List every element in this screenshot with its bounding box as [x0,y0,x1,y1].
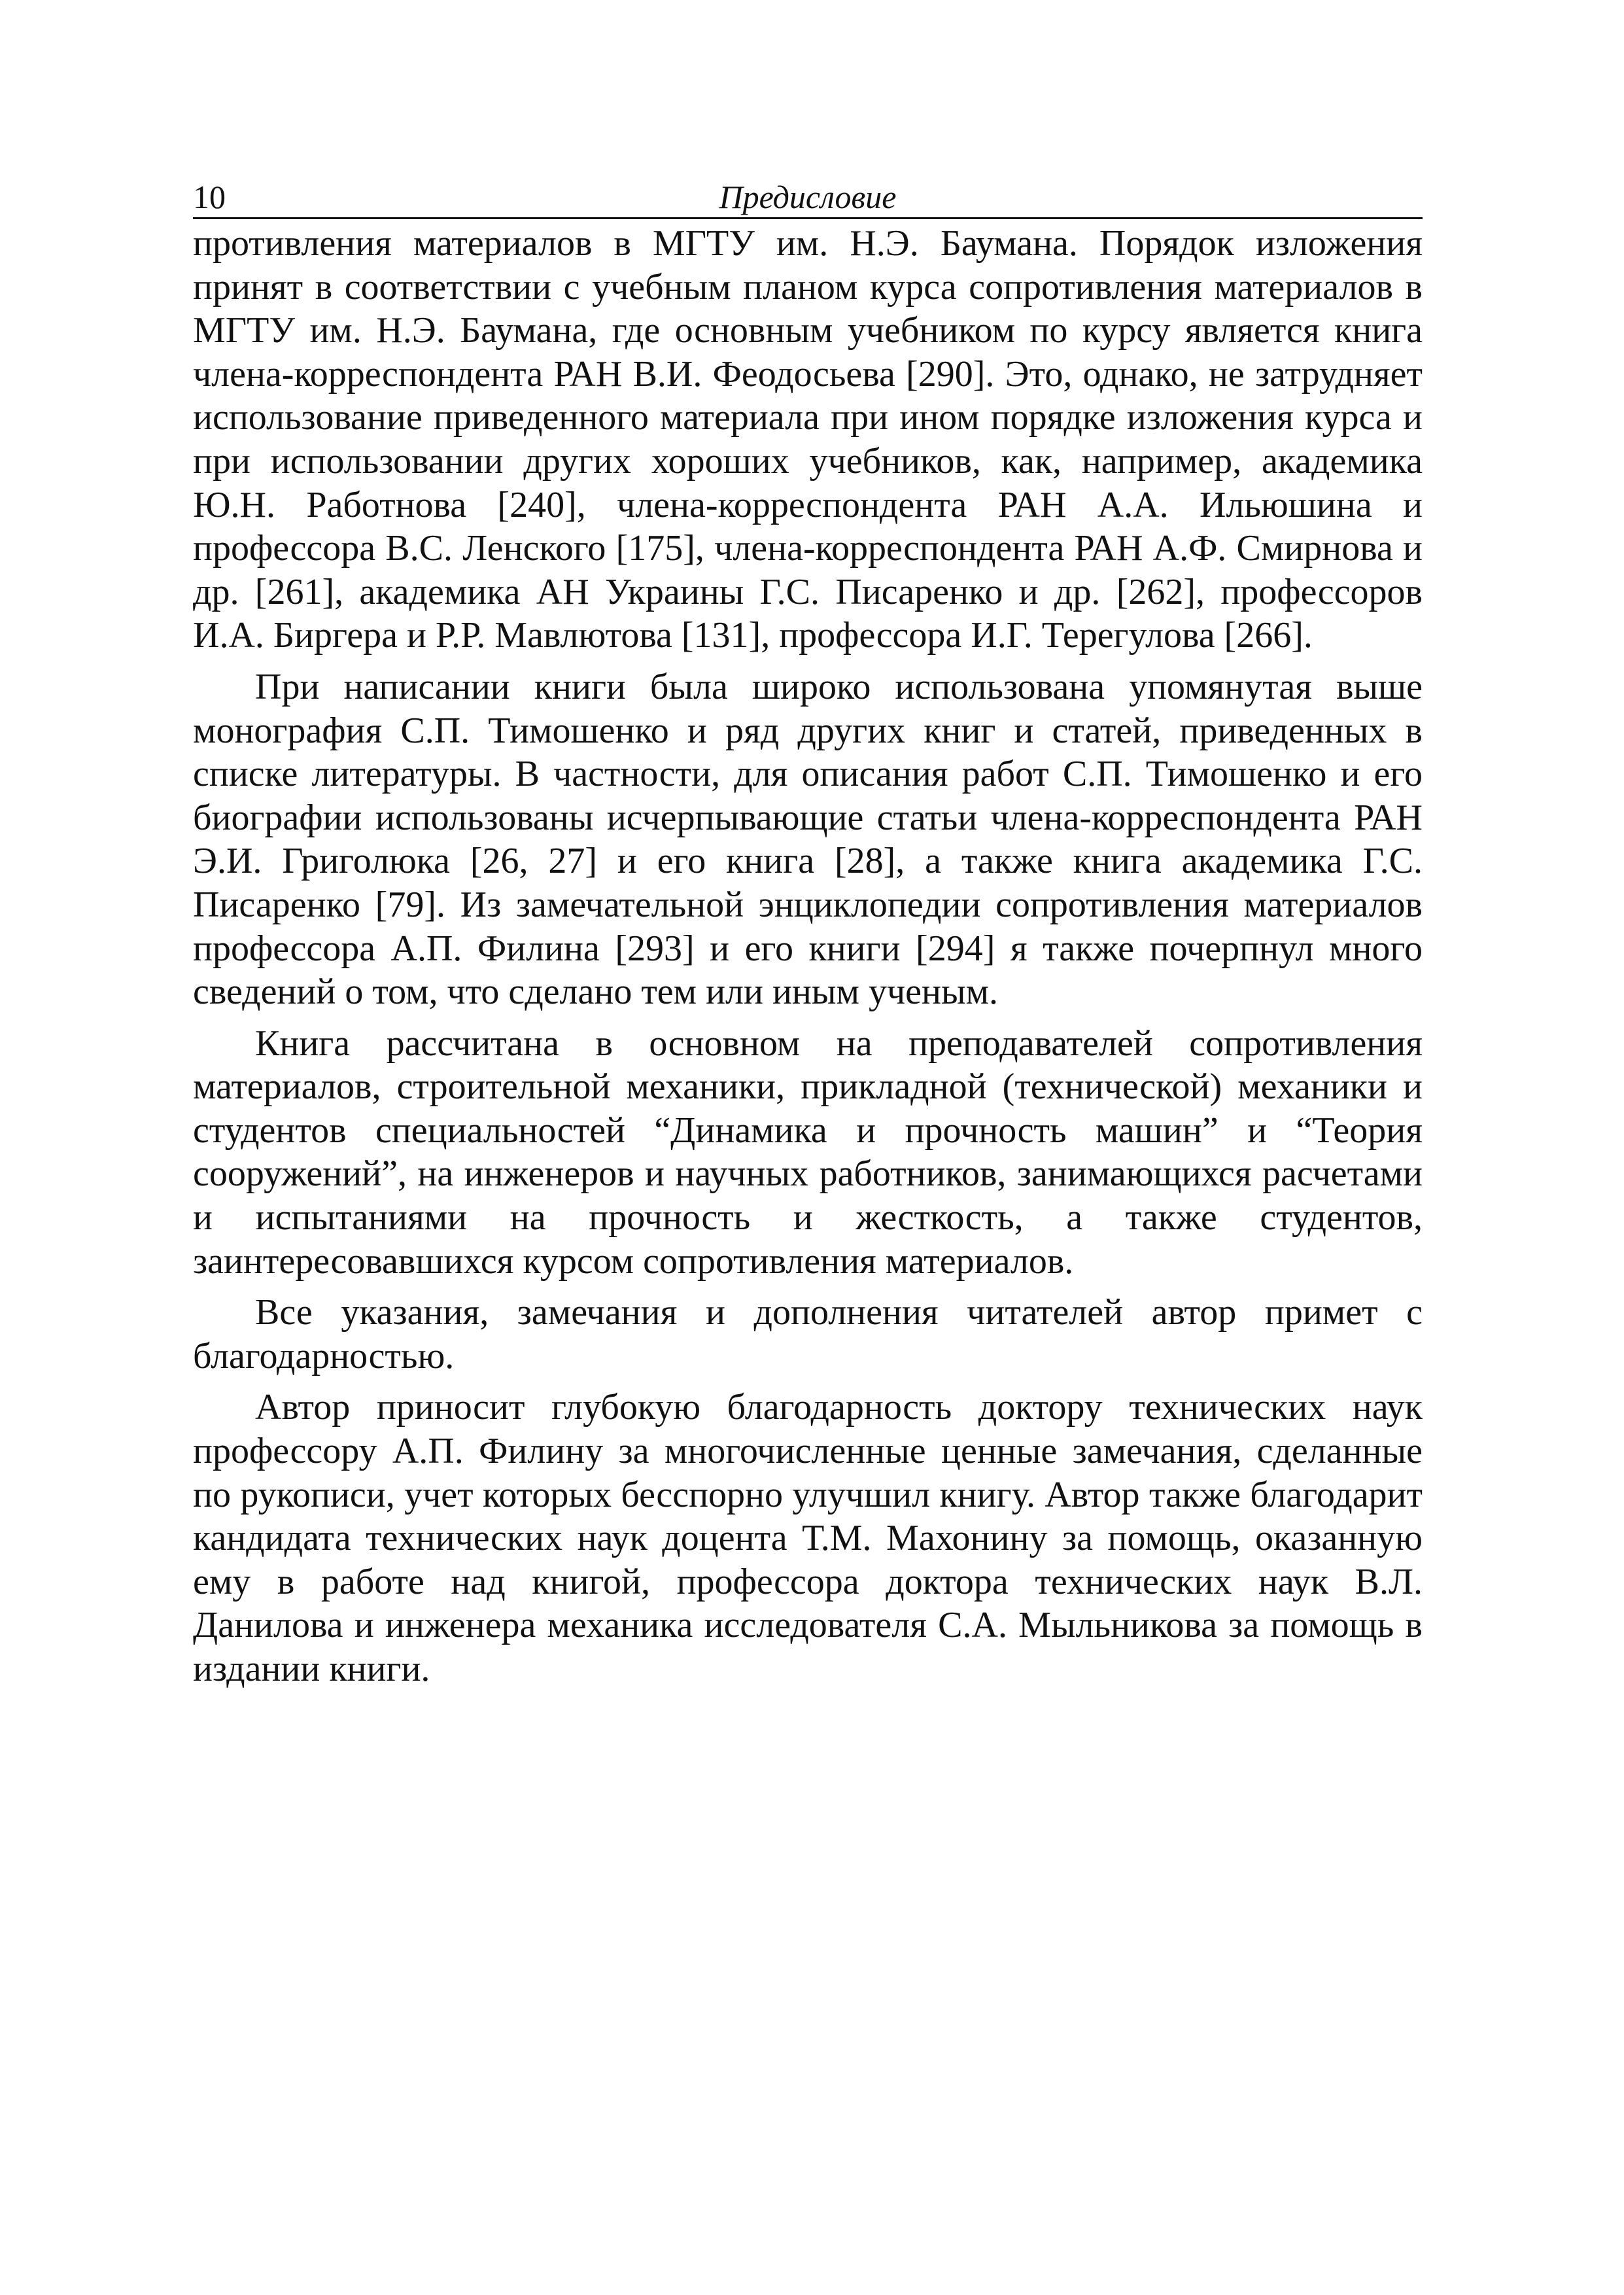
page-number: 10 [193,179,226,215]
paragraph-sources: При написании книги была широко использована упомянутая выше монография С.П. Тимошенко и ряд других книг и статей, приведенных в списке литературы. В частности, для описания работ С.П. Тимошенко и его биографии использованы исчерпывающие статьи члена-корреспондента РАН Э.И. Григолюка [26, 27] и его книга [28], а также книга академика Г.С. Писаренко [79]. Из замечательной энциклопедии сопротивления материалов профессора А.П. Филина [293] и его книги [294] я также почерпнул много сведений о том, что сделано тем или иным ученым. [193,666,1423,1013]
book-page [193,177,1423,1699]
paragraph-audience: Книга рассчитана в основном на преподавателей сопротивления материалов, строительной механики, прикладной (технической) механики и студентов специальностей “Динамика и прочность машин” и “Теория сооружений”, на инженеров и научных работников, занимающихся расчетами и испытаниями на прочность и жесткость, а также студентов, заинтересовавшихся курсом сопротивления материалов. [193,1023,1423,1282]
body-text [193,222,1423,1691]
paragraph-continuation: противления материалов в МГТУ им. Н.Э. Баумана. Порядок изложения принят в соответствии с учебным планом курса сопротивления материалов в МГТУ им. Н.Э. Баумана, где основным учебником по курсу является книга члена-корреспондента РАН В.И. Феодосьева [290]. Это, однако, не затрудняет использование приведенного материала при ином порядке изложения курса и при использовании других хороших учебников, как, например, академика Ю.Н. Работнова [240], члена-корреспондента РАН А.А. Ильюшина и профессора В.С. Ленского [175], члена-корреспондента РАН А.Ф. Смирнова и др. [261], академика АН Украины Г.С. Писаренко и др. [262], профессоров И.А. Биргера и Р.Р. Мавлютова [131], профессора И.Г. Терегулова [266]. [193,223,1423,656]
paragraph-feedback: Все указания, замечания и дополнения читателей автор примет с благодарностью. [193,1292,1423,1376]
running-header [193,177,1423,219]
section-title: Предисловие [719,179,897,215]
paragraph-acknowledgements: Автор приносит глубокую благодарность доктору технических наук профессору А.П. Филину за многочисленные ценные замечания, сделанные по рукописи, учет которых бесспорно улучшил книгу. Автор также благодарит кандидата технических наук доцента Т.М. Махонину за помощь, оказанную ему в работе над книгой, профессора доктора технических наук В.Л. Данилова и инженера механика исследователя С.А. Мыльникова за помощь в издании книги. [193,1387,1423,1689]
